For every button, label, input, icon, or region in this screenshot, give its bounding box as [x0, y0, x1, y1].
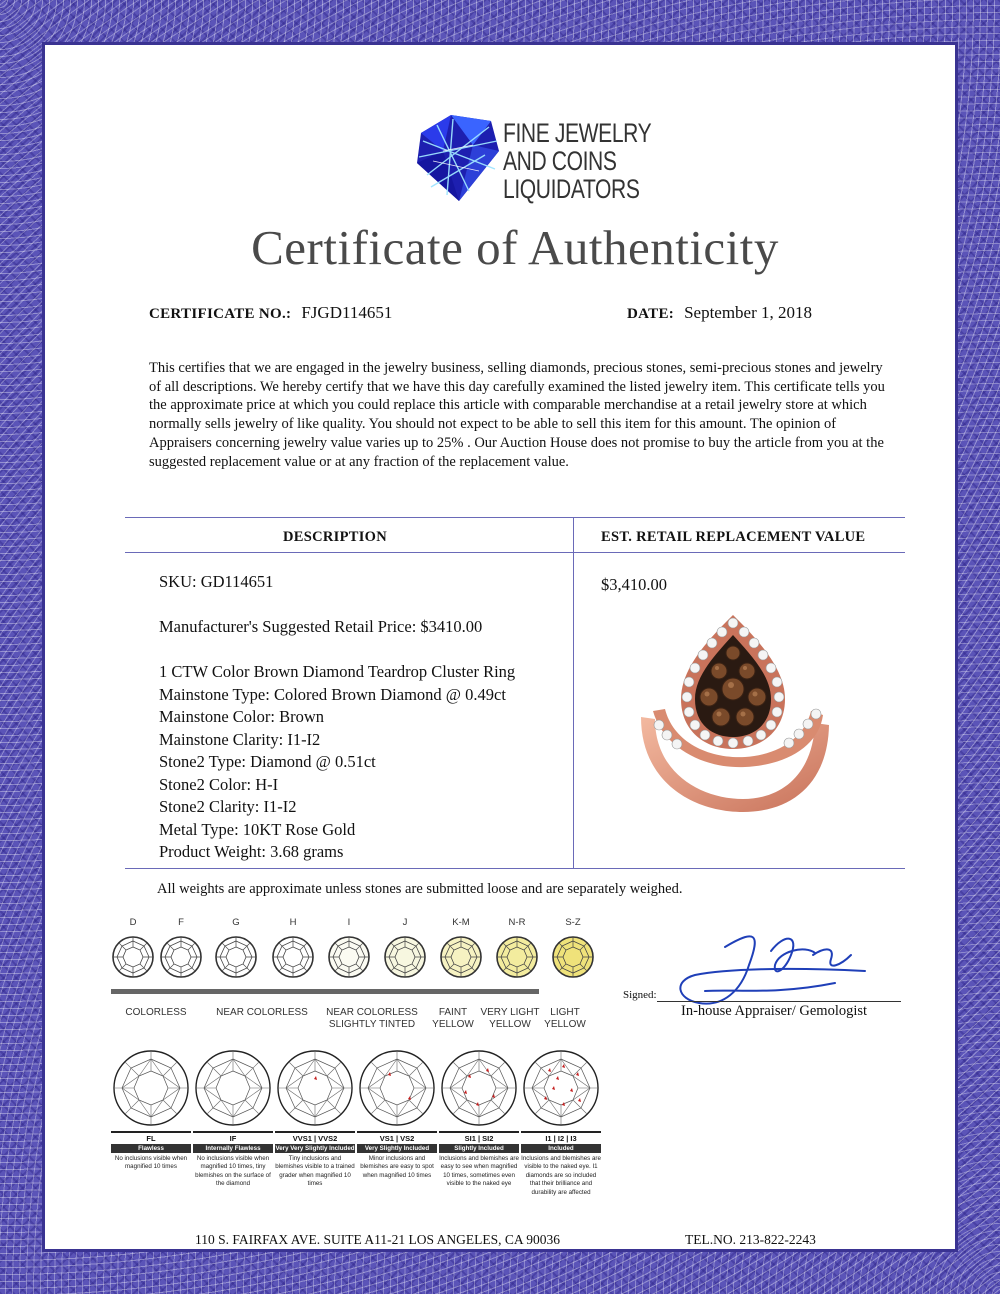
clarity-name: Flawless — [111, 1144, 191, 1153]
clarity-name: Included — [521, 1144, 601, 1153]
detail-line: Stone2 Clarity: I1-I2 — [159, 797, 297, 816]
color-caption-line: VERY LIGHT — [480, 1007, 540, 1018]
clarity-gem-icon — [112, 1049, 190, 1127]
clarity-description: Inclusions and blemishes are easy to see when magnified 10 times, sometimes even visible to the naked eye — [439, 1155, 519, 1188]
description-cell — [159, 571, 515, 864]
logo-line: FINE JEWELRY — [503, 118, 652, 148]
clarity-code: IF — [193, 1131, 273, 1143]
color-caption-line: YELLOW — [544, 1019, 586, 1030]
color-gem-icon — [327, 935, 371, 979]
logo-line: AND COINS — [503, 146, 617, 176]
clarity-gem-icon — [522, 1049, 600, 1127]
clarity-code: I1 | I2 | I3 — [521, 1131, 601, 1143]
page-title: Certificate of Authenticity — [251, 220, 779, 275]
clarity-description: Minor inclusions and blemishes are easy to spot when magnified 10 times — [360, 1155, 434, 1179]
table-rule — [125, 517, 905, 518]
detail-line: Mainstone Color: Brown — [159, 707, 324, 726]
ring-image — [623, 607, 843, 817]
table-divider — [573, 517, 574, 869]
color-gem-icon — [551, 935, 595, 979]
color-grade-letter: I — [347, 917, 351, 928]
msrp: Manufacturer's Suggested Retail Price: $3410.00 — [159, 617, 483, 636]
appraiser-title: In-house Appraiser/ Gemologist — [681, 1003, 868, 1019]
color-grade-letter: D — [129, 917, 137, 928]
certificate-number-label: CERTIFICATE NO.: — [149, 306, 292, 322]
color-caption-line: SLIGHTLY TINTED — [328, 1019, 416, 1030]
color-grade-letter: G — [232, 917, 240, 928]
color-caption — [535, 1007, 595, 1031]
color-grade-letter: J — [402, 917, 408, 928]
clarity-code: VVS1 | VVS2 — [275, 1131, 355, 1143]
signed-label: Signed: — [623, 989, 657, 1001]
logo-wordmark — [503, 119, 675, 203]
detail-line: Mainstone Type: Colored Brown Diamond @ 0.49ct — [159, 684, 506, 704]
color-scale-bar — [111, 989, 539, 994]
color-caption — [101, 1007, 211, 1019]
detail-line: Metal Type: 10KT Rose Gold — [159, 819, 356, 839]
clarity-gem-icon — [358, 1049, 436, 1127]
color-gem-icon — [214, 935, 258, 979]
color-caption-line: FAINT — [438, 1007, 468, 1018]
footer-address: 110 S. FAIRFAX AVE. SUITE A11-21 LOS ANGELES, CA 90036 — [195, 1232, 561, 1247]
color-grade-letter: F — [178, 917, 184, 928]
detail-line: 1 CTW Color Brown Diamond Teardrop Cluster Ring — [159, 662, 516, 681]
sku: SKU: GD114651 — [159, 572, 274, 591]
color-caption — [475, 1007, 545, 1031]
weights-note: All weights are approximate unless stones are submitted loose and are separately weighed. — [157, 881, 683, 897]
color-caption — [423, 1007, 483, 1031]
color-caption-line: YELLOW — [489, 1019, 531, 1030]
color-caption-line: COLORLESS — [125, 1007, 187, 1018]
logo-line: LIQUIDATORS — [503, 174, 640, 204]
signature-line — [657, 1001, 901, 1002]
color-caption — [207, 1007, 317, 1019]
table-rule — [125, 868, 905, 869]
footer-phone: TEL.NO. 213-822-2243 — [685, 1232, 816, 1247]
color-caption — [317, 1007, 427, 1031]
color-caption-line: LIGHT — [550, 1007, 580, 1018]
color-gem-icon — [495, 935, 539, 979]
intro-paragraph: This certifies that we are engaged in the jewelry business, selling diamonds, precious stones, semi-precious stones and jewelry of all descriptions. We hereby certify that we have this day carefully examined the listed jewelry item. This certificate tells you the approximate price at which you could replace this article with comparable merchandise at a retail jewelry store at which normally sells jewelry of like quality. You should not expect to be able to sell this item for this amount. The opinion of Appraisers concerning jewelry value varies up to 25% . Our Auction House does not promise to buy the article from you at the suggested replacement value or at any fraction of the replacement value. — [149, 360, 885, 470]
clarity-gem-icon — [440, 1049, 518, 1127]
color-grade-letter: H — [289, 917, 297, 928]
color-gem-icon — [271, 935, 315, 979]
color-caption-line: NEAR COLORLESS — [326, 1007, 418, 1018]
clarity-code: SI1 | SI2 — [439, 1131, 519, 1143]
detail-line: Stone2 Color: H-I — [159, 774, 279, 794]
clarity-name: Internally Flawless — [193, 1144, 273, 1153]
clarity-name: Very Very Slightly Included — [275, 1145, 355, 1152]
clarity-description: Tiny inclusions and blemishes visible to a trained grader when magnified 10 times — [275, 1155, 355, 1188]
clarity-name: Slightly Included — [439, 1144, 519, 1153]
certificate-number: FJGD114651 — [301, 303, 393, 322]
clarity-description: No inclusions visible when magnified 10 times — [114, 1155, 188, 1171]
replacement-value: $3,410.00 — [601, 575, 667, 594]
table-rule — [125, 552, 905, 553]
gem-logo-icon — [413, 111, 501, 203]
color-caption-line: NEAR COLORLESS — [216, 1007, 308, 1018]
date-value: September 1, 2018 — [684, 303, 813, 322]
clarity-name: Very Slightly Included — [357, 1144, 437, 1153]
detail-line: Stone2 Type: Diamond @ 0.51ct — [159, 752, 376, 771]
clarity-code: VS1 | VS2 — [357, 1131, 437, 1143]
certificate-body — [57, 57, 943, 1247]
clarity-code: FL — [111, 1131, 191, 1143]
detail-line: Mainstone Clarity: I1-I2 — [159, 729, 321, 749]
clarity-description: No inclusions visible when magnified 10 times, tiny blemishes on the surface of the diamond — [195, 1155, 271, 1188]
certificate-number-row — [149, 303, 392, 323]
date-row — [627, 303, 812, 323]
color-caption-line: YELLOW — [432, 1019, 474, 1030]
signature-image — [665, 925, 885, 1009]
color-grade-letter: K-M — [452, 917, 470, 928]
color-gem-icon — [111, 935, 155, 979]
color-gem-icon — [159, 935, 203, 979]
color-gem-icon — [383, 935, 427, 979]
detail-line: Product Weight: 3.68 grams — [159, 842, 344, 861]
description-header: DESCRIPTION — [283, 529, 388, 545]
date-label: DATE: — [627, 306, 675, 322]
certificate-frame — [42, 42, 958, 1252]
color-gem-icon — [439, 935, 483, 979]
clarity-description: Inclusions and blemishes are visible to the naked eye. I1 diamonds are so included that their brilliance and durability are affected — [521, 1155, 601, 1196]
clarity-gem-icon — [276, 1049, 354, 1127]
value-header: EST. RETAIL REPLACEMENT VALUE — [601, 529, 866, 545]
color-grade-letter: N-R — [508, 917, 526, 928]
clarity-gem-icon — [194, 1049, 272, 1127]
color-grade-letter: S-Z — [565, 917, 581, 928]
